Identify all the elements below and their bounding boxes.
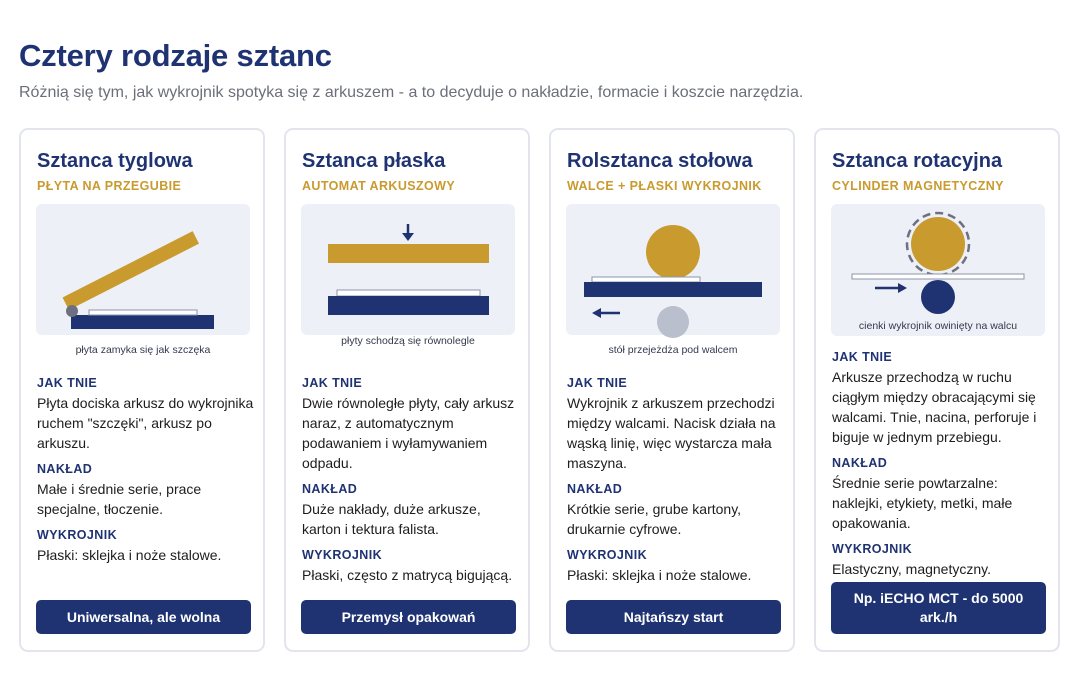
- section-label: NAKŁAD: [567, 482, 623, 496]
- page-subtitle: Różnią się tym, jak wykrojnik spotyka się z arkuszem - a to decyduje o nakładzie, formacie i koszcie narzędzia.: [19, 84, 804, 101]
- card-subtitle: WALCE + PŁASKI WYKROJNIK: [567, 179, 762, 193]
- die-bed: [71, 315, 214, 329]
- card-rotary-press: [814, 128, 1060, 652]
- section-text: Krótkie serie, grube kartony, drukarnie cyfrowe.: [567, 501, 742, 537]
- card-sections: [567, 376, 785, 585]
- card-cta-button[interactable]: Np. iECHO MCT - do 5000 ark./h: [831, 582, 1046, 634]
- section-label: WYKROJNIK: [302, 548, 382, 562]
- section-label: JAK TNIE: [832, 350, 893, 364]
- upper-roller: [646, 225, 700, 279]
- card-title: Sztanca rotacyjna: [832, 150, 1003, 172]
- card-title: Sztanca płaska: [302, 150, 446, 172]
- section-label: JAK TNIE: [302, 376, 363, 390]
- lower-roller: [657, 306, 689, 338]
- hinged-platen: [63, 231, 199, 310]
- card-cta-button[interactable]: Przemysł opakowań: [301, 600, 516, 634]
- section-text: Dwie równoległe płyty, cały arkusz naraz, z automatycznym podawaniem i wyłamywaniem odpadu.: [302, 395, 515, 471]
- card-title: Sztanca tyglowa: [37, 150, 193, 172]
- card-subtitle: CYLINDER MAGNETYCZNY: [832, 179, 1004, 193]
- section-label: WYKROJNIK: [832, 542, 912, 556]
- flatbed-press-illustration: [301, 204, 515, 347]
- card-subtitle: PŁYTA NA PRZEGUBIE: [37, 179, 182, 193]
- card-sections: [832, 350, 1050, 579]
- section-text: Płaski: sklejka i noże stalowe.: [37, 547, 222, 563]
- card-sections: [37, 376, 255, 565]
- section-text: Płaski, często z matrycą bigującą.: [302, 567, 513, 583]
- upper-platen: [328, 244, 489, 263]
- hinge-pivot: [66, 305, 78, 317]
- section-label: NAKŁAD: [37, 462, 93, 476]
- section-label: NAKŁAD: [832, 456, 888, 470]
- section-label: JAK TNIE: [37, 376, 98, 390]
- card-cta-button[interactable]: Uniwersalna, ale wolna: [36, 600, 251, 634]
- sheet: [337, 290, 480, 296]
- illustration-caption: cienki wykrojnik owinięty na walcu: [858, 320, 1018, 332]
- illustration-caption: stół przejeżdża pod walcem: [608, 344, 738, 356]
- section-label: JAK TNIE: [567, 376, 628, 390]
- card-flatbed-press: [284, 128, 530, 652]
- card-subtitle: AUTOMAT ARKUSZOWY: [302, 179, 456, 193]
- section-text: Wykrojnik z arkuszem przechodzi między walcami. Nacisk działa na wąską linię, więc wystarcza mała maszyna.: [567, 395, 776, 471]
- card-sections: [302, 376, 520, 585]
- sheet: [89, 310, 197, 315]
- moving-table: [584, 282, 762, 297]
- illustration-caption: płyty schodzą się równolegle: [341, 335, 475, 347]
- section-text: Małe i średnie serie, prace specjalne, tłoczenie.: [37, 481, 202, 517]
- sheet: [852, 274, 1024, 279]
- illustration-caption: płyta zamyka się jak szczęka: [75, 344, 211, 356]
- section-label: WYKROJNIK: [567, 548, 647, 562]
- section-text: Arkusze przechodzą w ruchu ciągłym między obracającymi się walcami. Tnie, nacina, perforuje i biguje w jednym przebiegu.: [832, 369, 1037, 445]
- sheet: [592, 277, 700, 282]
- card-title: Rolsztanca stołowa: [567, 150, 753, 172]
- page-title: Cztery rodzaje sztanc: [19, 38, 332, 73]
- section-text: Średnie serie powtarzalne: naklejki, etykiety, metki, małe opakowania.: [832, 475, 1013, 531]
- section-text: Płyta dociska arkusz do wykrojnika ruchem "szczęki", arkusz po arkuszu.: [37, 395, 254, 451]
- section-text: Płaski: sklejka i noże stalowe.: [567, 567, 752, 583]
- left-arrow-head: [592, 308, 601, 318]
- roller-press-illustration: [566, 204, 780, 356]
- card-cta-button[interactable]: Najtańszy start: [566, 600, 781, 634]
- magnetic-cylinder: [911, 217, 965, 271]
- right-arrow-head: [898, 283, 907, 293]
- section-label: WYKROJNIK: [37, 528, 117, 542]
- platen-press-illustration: [36, 204, 250, 356]
- rotary-press-illustration: [831, 204, 1045, 336]
- section-text: Duże nakłady, duże arkusze, karton i tektura falista.: [302, 501, 481, 537]
- lower-platen: [328, 296, 489, 315]
- anvil-roller: [921, 280, 955, 314]
- section-text: Elastyczny, magnetyczny.: [832, 561, 991, 577]
- section-label: NAKŁAD: [302, 482, 358, 496]
- card-platen-press: [19, 128, 265, 652]
- down-arrow-head: [402, 233, 414, 241]
- card-table-roller-press: [549, 128, 795, 652]
